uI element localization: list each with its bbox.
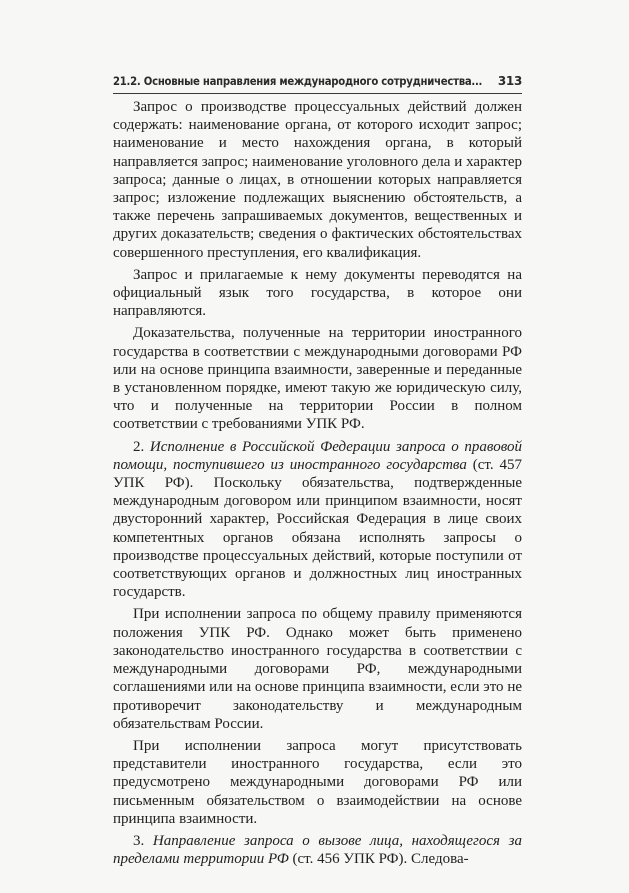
paragraph-number: 2. — [133, 438, 150, 455]
paragraph-text: При исполнении запроса могут присутствовать представители иностранного государства, если это предусмотрено международными договорами РФ или письменным обязательством о взаимодействии на основе принципа взаимности. — [113, 737, 522, 827]
paragraph-5 — [113, 605, 522, 732]
section-title: 21.2. Основные направления международного сотрудничества... — [113, 74, 483, 88]
paragraph-text: Запрос о производстве процессуальных действий должен содержать: наименование органа, от которого исходит запрос; наименование и место нахождения органа, в который направляется запрос; наименование уголовного дела и характер запроса; данные о лицах, в отношении которых направляется запрос; изложение подлежащих выяснению обстоятельств, а также перечень запрашиваемых документов, вещественных и других доказательств; сведения о фактических обстоятельствах совершенного преступления, его квалификация. — [113, 99, 522, 261]
paragraph-text: Запрос и прилагаемые к нему документы переводятся на официальный язык того государства, в которое они направляются. — [113, 266, 522, 320]
paragraph-text: (ст. 456 УПК РФ). Следова- — [288, 851, 469, 868]
paragraph-text: При исполнении запроса по общему правилу применяются положения УПК РФ. Однако может быть применено законодательство иностранного государства в соответствии с международными договорами РФ, международными соглашениями или на основе принципа взаимности, если это не противоречит законодательству и международным обязательствам России. — [113, 606, 522, 732]
paragraph-7 — [113, 832, 522, 868]
paragraph-text: (ст. 457 УПК РФ). Поскольку обязательства, подтвержденные международным договором или принципом взаимности, носят двусторонний характер, Российская Федерация в лице своих компетентных органов обязана исполнять запросы о производстве процессуальных действий, которые поступили от соответствующих органов и должностных лиц иностранных государств. — [113, 456, 522, 601]
paragraph-4 — [113, 438, 522, 602]
paragraph-text: Доказательства, полученные на территории иностранного государства в соответствии с международными договорами РФ или на основе принципа взаимности, заверенные и переданные в установленном порядке, имеют такую же юридическую силу, что и полученные на территории России в полном соответствии с требованиями УПК РФ. — [113, 325, 522, 433]
running-header — [113, 71, 522, 94]
paragraph-6 — [113, 737, 522, 828]
body-text — [113, 98, 522, 872]
paragraph-3 — [113, 324, 522, 433]
paragraph-heading-italic: Исполнение в Российской Федерации запроса о правовой помощи, поступившего из иностранного государства — [113, 438, 523, 473]
page-number: 313 — [497, 74, 522, 88]
paragraph-1 — [113, 98, 522, 262]
paragraph-number: 3. — [133, 832, 153, 849]
paragraph-2 — [113, 266, 522, 321]
paragraph-heading-italic: Направление запроса о вызове лица, находящегося за пределами территории РФ — [113, 832, 522, 868]
